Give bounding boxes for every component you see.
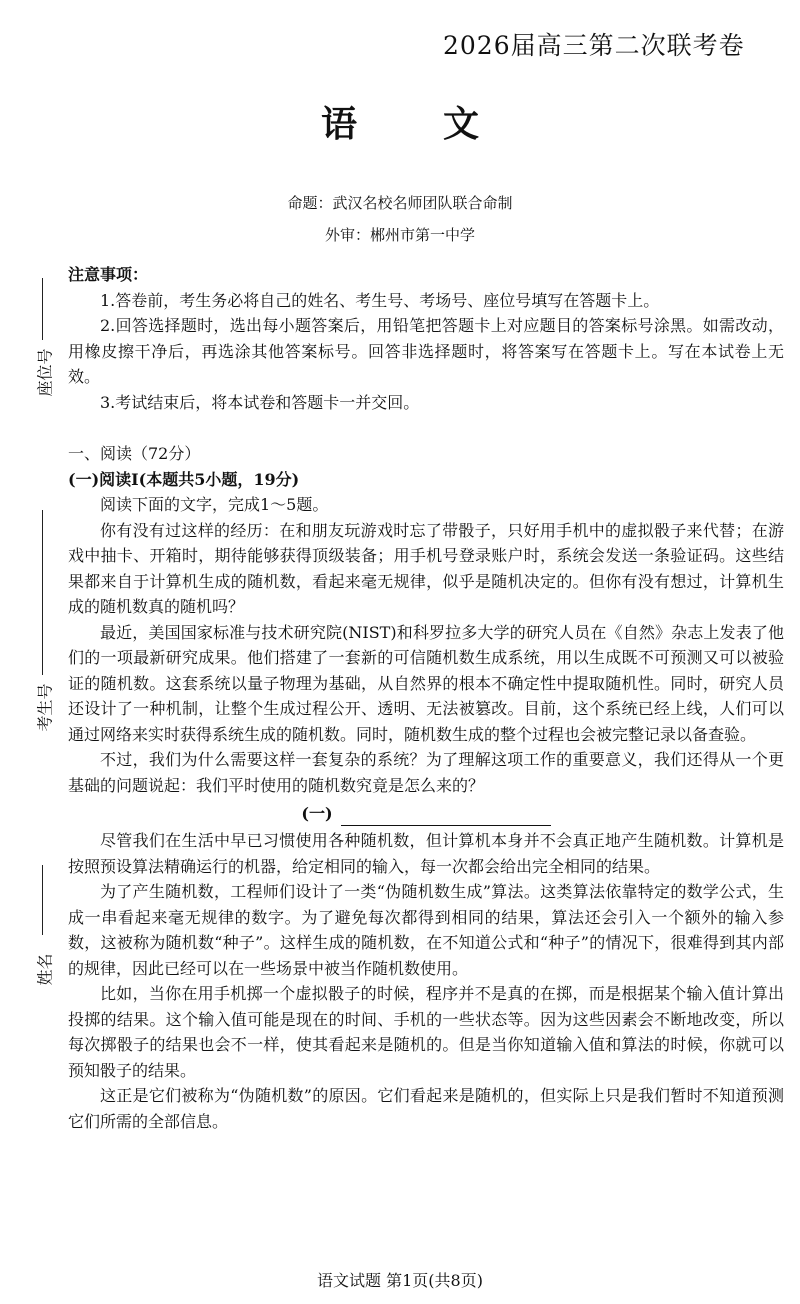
subsection-title: (一)阅读Ⅰ(本题共5小题，19分) [68, 469, 300, 489]
fill-blank-line [341, 807, 551, 826]
instruction-text: 阅读下面的文字，完成1～5题。 [100, 495, 329, 514]
blank-subheading-label: (一) [301, 803, 333, 823]
notice-title: 注意事项： [68, 265, 149, 284]
credit-author: 命题：武汉名校名师团队联合命制 [287, 194, 513, 212]
notice-item-2: 2.回答选择题时，选出每小题答案后，用铅笔把答题卡上对应题目的答案标号涂黑。如需改动，用橡皮擦干净后，再选涂其他答案标号。回答非选择题时，将答案写在答题卡上。写在本试卷上无效。 [68, 316, 784, 386]
subject-title [0, 96, 800, 147]
passage-paragraph-5: 为了产生随机数，工程师们设计了一类“伪随机数生成”算法。这类算法依靠特定的数学公式，生成一串看起来毫无规律的数字。为了避免每次都得到相同的结果，算法还会引入一个额外的输入参数，这被称为随机数“种子”。这样生成的随机数，在不知道公式和“种子”的情况下，很难得到其内部的规律，因此已经可以在一些场景中被当作随机数使用。 [68, 882, 784, 978]
subject-char-2: 文 [443, 103, 480, 145]
page-content [68, 262, 784, 1134]
page-footer: 语文试题 第1页(共8页) [317, 1271, 483, 1290]
notice-item-3: 3.考试结束后，将本试卷和答题卡一并交回。 [100, 392, 420, 412]
credit-review: 外审：郴州市第一中学 [324, 226, 475, 244]
subject-char-1: 语 [320, 103, 357, 145]
exam-title: 2026届高三第二次联考卷 [443, 31, 745, 60]
passage-paragraph-6: 比如，当你在用手机掷一个虚拟骰子的时候，程序并不是真的在掷，而是根据某个输入值计算出投掷的结果。这个输入值可能是现在的时间、手机的一些状态等。因为这些因素会不断地改变，所以每次掷骰子的结果也会不一样，使其看起来是随机的。但是当你知道输入值和算法的时候，你就可以预知骰子的结果。 [68, 984, 784, 1080]
exam-no-line [42, 510, 43, 675]
passage-paragraph-7: 这正是它们被称为“伪随机数”的原因。它们看起来是随机的，但实际上只是我们暂时不知道预测它们所需的全部信息。 [68, 1086, 784, 1131]
section-title: 一、阅读（72分） [68, 444, 201, 463]
passage-paragraph-3: 不过，我们为什么需要这样一套复杂的系统？为了理解这项工作的重要意义，我们还得从一个更基础的问题说起：我们平时使用的随机数究竟是怎么来的？ [68, 750, 784, 795]
gutter-name-label: 姓名 [35, 953, 55, 986]
passage-paragraph-4: 尽管我们在生活中早已习惯使用各种随机数，但计算机本身并不会真正地产生随机数。计算机是按照预设算法精确运行的机器，给定相同的输入，每一次都会给出完全相同的结果。 [68, 831, 784, 876]
passage-paragraph-1: 你有没有过这样的经历：在和朋友玩游戏时忘了带骰子，只好用手机中的虚拟骰子来代替；在游戏中抽卡、开箱时，期待能够获得顶级装备；用手机号登录账户时，系统会发送一条验证码。这些结果都来自于计算机生成的随机数，看起来毫无规律，似乎是随机决定的。但你有没有想过，计算机生成的随机数真的随机吗？ [68, 520, 784, 616]
blank-subheading [68, 800, 784, 826]
notice-item-1: 1.答卷前，考生务必将自己的姓名、考生号、考场号、座位号填写在答题卡上。 [100, 290, 660, 310]
name-line [42, 865, 43, 935]
gutter-exam-no-label: 考生号 [35, 683, 55, 732]
passage-paragraph-2: 最近，美国国家标准与技术研究院(NIST)和科罗拉多大学的研究人员在《自然》杂志上发表了他们的一项最新研究成果。他们搭建了一套新的可信随机数生成系统，用以生成既不可预测又可以被验证的随机数。这套系统以量子物理为基础，从自然界的根本不确定性中提取随机性。同时，研究人员还设计了一种机制，让整个生成过程公开、透明、无法被篡改。目前，这个系统已经上线，人们可以通过网络来实时获得系统生成的随机数。同时，随机数生成的整个过程也会被完整记录以备查验。 [68, 622, 784, 744]
gutter-seat-label: 座位号 [35, 348, 55, 397]
seat-line [42, 278, 43, 340]
